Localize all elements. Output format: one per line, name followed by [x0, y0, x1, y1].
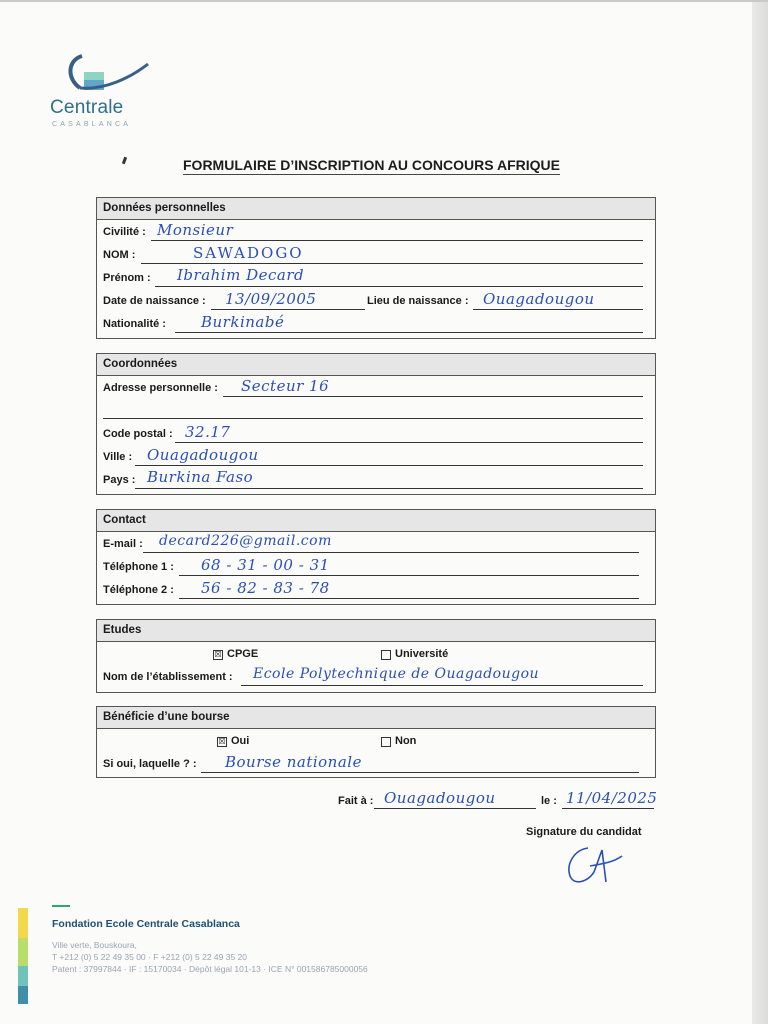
code-postal-line [175, 442, 643, 443]
logo-subtitle: CASABLANCA [52, 121, 132, 128]
universite-label: Université [395, 648, 449, 660]
prenom-label: Prénom : [103, 272, 151, 284]
telephone-2-line [179, 598, 639, 599]
civilite-value[interactable]: Monsieur [157, 221, 234, 239]
telephone-1-label: Téléphone 1 : [103, 561, 174, 573]
nationalite-value[interactable]: Burkinabé [201, 313, 285, 331]
date-label: le : [541, 795, 557, 807]
non-checkbox[interactable] [381, 737, 391, 747]
section-coordinates [96, 353, 656, 495]
page-edge-shadow [752, 0, 768, 1024]
civilite-label: Civilité : [103, 226, 146, 238]
etablissement-label: Nom de l’établissement : [103, 671, 233, 683]
nationalite-label: Nationalité : [103, 318, 166, 330]
ville-line [135, 465, 643, 466]
laquelle-label: Si oui, laquelle ? : [103, 758, 197, 770]
section-etudes [96, 619, 656, 693]
footer-legal: Patent : 37997844 · IF : 15170034 · Dépôt légal 101-13 · ICE N° 001586785000056 [52, 964, 368, 974]
pays-line [135, 488, 643, 489]
footer-title: Fondation Ecole Centrale Casablanca [52, 918, 240, 930]
section-header: Bénéficie d’une bourse [97, 707, 655, 729]
ville-label: Ville : [103, 451, 133, 463]
cpge-label: CPGE [227, 648, 259, 660]
footer-address: Ville verte, Bouskoura, [52, 940, 137, 950]
non-label: Non [395, 735, 417, 747]
etablissement-line [241, 685, 643, 686]
nom-line [141, 263, 643, 264]
telephone-2-value[interactable]: 56 - 82 - 83 - 78 [201, 579, 330, 597]
section-header: Contact [97, 510, 655, 532]
laquelle-value[interactable]: Bourse nationale [225, 753, 362, 771]
code-postal-label: Code postal : [103, 428, 173, 440]
footer-phone: T +212 (0) 5 22 49 35 00 · F +212 (0) 5 22 49 35 20 [52, 952, 248, 962]
date-value[interactable]: 11/04/2025 [566, 789, 658, 807]
adresse-label: Adresse personnelle : [103, 382, 218, 394]
etablissement-value[interactable]: Ecole Polytechnique de Ouagadougou [253, 666, 540, 682]
oui-label: Oui [231, 735, 250, 747]
top-scan-line [0, 0, 768, 2]
form-title: FORMULAIRE D’INSCRIPTION AU CONCOURS AFRIQUE [183, 157, 560, 173]
civilite-line [151, 240, 643, 241]
pob-label: Lieu de naissance : [367, 295, 469, 307]
laquelle-line [201, 772, 639, 773]
fait-a-label: Fait à : [338, 795, 374, 807]
code-postal-value[interactable]: 32.17 [185, 423, 231, 441]
email-value[interactable]: decard226@gmail.com [159, 533, 332, 549]
oui-checkbox[interactable]: ☒ [218, 737, 226, 746]
dob-line [211, 309, 365, 310]
logo-wordmark: Centrale [50, 97, 124, 118]
ville-value[interactable]: Ouagadougou [147, 446, 259, 464]
telephone-2-label: Téléphone 2 : [103, 584, 174, 596]
fait-a-value[interactable]: Ouagadougou [384, 789, 496, 807]
prenom-value[interactable]: Ibrahim Decard [177, 266, 305, 284]
adresse-value[interactable]: Secteur 16 [241, 377, 330, 395]
footer-stripe-teal [18, 966, 28, 986]
adresse-line-2 [103, 418, 643, 419]
section-personal-data [96, 197, 656, 339]
dob-value[interactable]: 13/09/2005 [225, 290, 317, 308]
pob-line [473, 309, 643, 310]
footer-stripe-blue [18, 986, 28, 1004]
section-header: Etudes [97, 620, 655, 642]
telephone-1-line [179, 575, 639, 576]
nationalite-line [175, 332, 643, 333]
pays-label: Pays : [103, 474, 136, 486]
date-line [562, 808, 654, 809]
prenom-line [155, 286, 643, 287]
section-header: Coordonnées [97, 354, 655, 376]
dob-label: Date de naissance : [103, 295, 206, 307]
universite-checkbox[interactable] [381, 650, 391, 660]
footer-accent [52, 905, 70, 907]
email-label: E-mail : [103, 538, 143, 550]
pays-value[interactable]: Burkina Faso [147, 468, 254, 486]
section-header: Données personnelles [97, 198, 655, 220]
email-line [143, 552, 639, 553]
fait-a-line [374, 808, 536, 809]
nom-label: NOM : [103, 249, 136, 261]
candidate-signature-icon [560, 842, 630, 888]
section-contact [96, 509, 656, 605]
telephone-1-value[interactable]: 68 - 31 - 00 - 31 [201, 556, 330, 574]
footer-stripe-yellow [18, 908, 28, 938]
cpge-checkbox[interactable]: ☒ [214, 650, 222, 659]
signature-label: Signature du candidat [526, 826, 642, 838]
section-bourse [96, 706, 656, 778]
pob-value[interactable]: Ouagadougou [483, 290, 595, 308]
footer-stripe-green [18, 938, 28, 966]
adresse-line [223, 396, 643, 397]
nom-value[interactable]: SAWADOGO [193, 244, 304, 262]
